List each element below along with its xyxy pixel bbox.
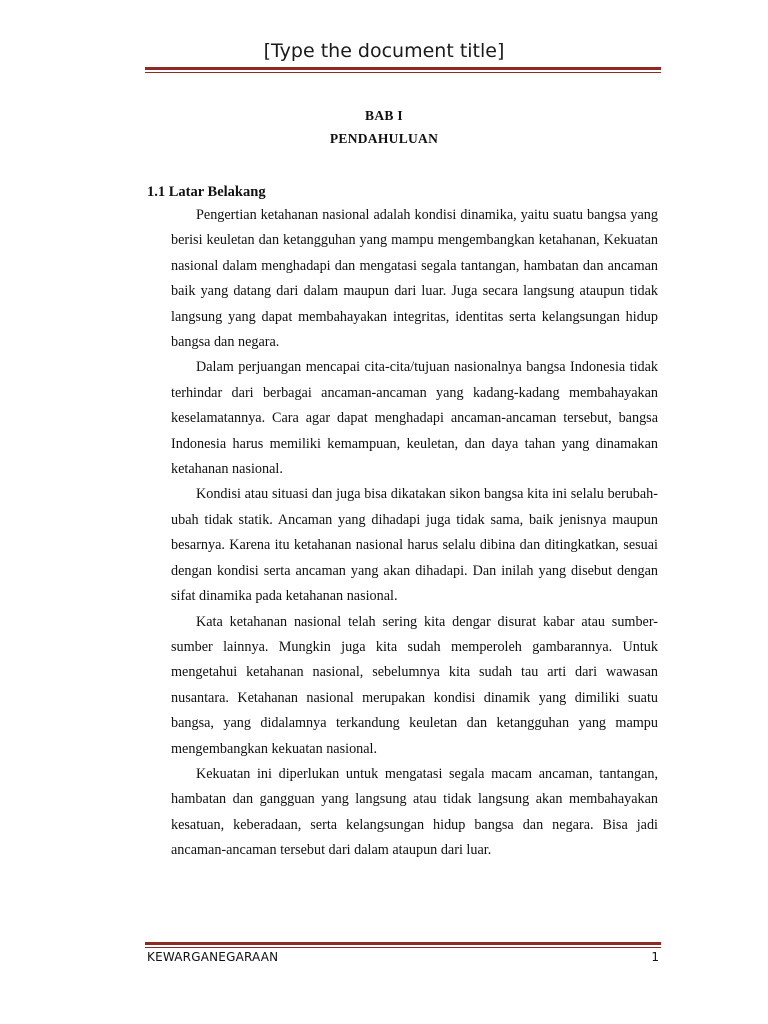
paragraph: Dalam perjuangan mencapai cita-cita/tujuan nasionalnya bangsa Indonesia tidak terhindar dari berbagai ancaman-ancaman yang kadang-kadang membahayakan keselamatannya. Cara agar dapat menghadapi ancaman-ancaman tersebut, bangsa Indonesia harus memiliki kemampuan, keuletan, dan daya tahan yang dinamakan ketahanan nasional. xyxy=(171,359,658,478)
body-text xyxy=(171,203,658,864)
paragraph: Kekuatan ini diperlukan untuk mengatasi segala macam ancaman, tantangan, hambatan dan gangguan yang langsung atau tidak langsung akan membahayakan kesatuan, keberadaan, serta kelangsungan hidup bangsa dan negara. Bisa jadi ancaman-ancaman tersebut dari dalam ataupun dari luar. xyxy=(171,765,658,859)
section-heading: 1.1 Latar Belakang xyxy=(147,184,266,200)
paragraph: Pengertian ketahanan nasional adalah kondisi dinamika, yaitu suatu bangsa yang berisi keuletan dan ketangguhan yang mampu mengembangkan ketahanan, Kekuatan nasional dalam menghadapi dan mengatasi segala tantangan, hambatan dan ancaman baik yang datang dari dalam maupun dari luar. Juga secara langsung ataupun tidak langsung yang dapat membahayakan integritas, identitas serta kelangsungan hidup bangsa dan negara. xyxy=(171,207,658,351)
chapter-title: PENDAHULUAN xyxy=(329,131,439,146)
page-number: 1 xyxy=(651,950,659,964)
header-rule xyxy=(145,67,661,73)
footer-course-name: KEWARGANEGARAAN xyxy=(147,950,279,964)
footer-rule xyxy=(145,942,661,948)
paragraph: Kata ketahanan nasional telah sering kita dengar disurat kabar atau sumber-sumber lainnya. Mungkin juga kita sudah memperoleh gambarannya. Untuk mengetahui ketahanan nasional, sebelumnya kita sudah tau arti dari wawasan nusantara. Ketahanan nasional merupakan kondisi dinamik yang dimiliki suatu bangsa, yang didalamnya terkandung keuletan dan ketangguhan yang mampu mengembangkan kekuatan nasional. xyxy=(171,613,658,757)
chapter-number: BAB I xyxy=(365,108,403,123)
header-title: [Type the document title] xyxy=(263,40,505,62)
paragraph: Kondisi atau situasi dan juga bisa dikatakan sikon bangsa kita ini selalu berubah-ubah tidak statik. Ancaman yang dihadapi juga tidak sama, baik jenisnya maupun besarnya. Karena itu ketahanan nasional harus selalu dibina dan ditingkatkan, sesuai dengan kondisi serta ancaman yang akan dihadapi. Dan inilah yang disebut dengan sifat dinamika pada ketahanan nasional. xyxy=(171,486,658,605)
